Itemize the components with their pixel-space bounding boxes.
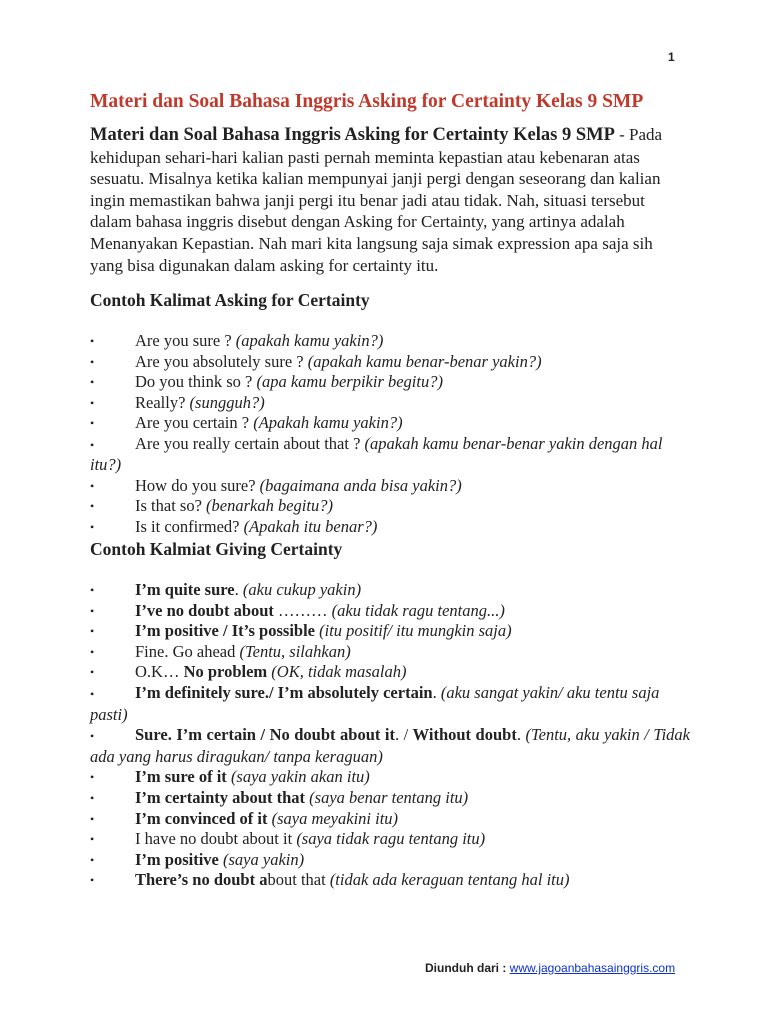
expression: There’s no doubt a: [135, 870, 268, 890]
expression: I’ve no doubt about: [135, 600, 274, 620]
translation: (Tentu, silahkan): [239, 641, 351, 661]
bullet-icon: •: [90, 375, 95, 389]
document-title: Materi dan Soal Bahasa Inggris Asking for Certainty Kelas 9 SMP: [90, 91, 644, 112]
list-item: [90, 372, 690, 393]
translation: (apakah kamu benar-benar yakin dengan hal itu?): [90, 433, 663, 474]
bullet-icon: •: [90, 334, 95, 348]
bullet-icon: •: [90, 354, 95, 369]
expression: Are you certain ?: [135, 413, 254, 432]
bullet-icon: •: [90, 499, 95, 513]
list-item: [90, 352, 690, 373]
expression-tail: bout that: [267, 870, 330, 890]
list-item: [90, 601, 690, 622]
translation: (saya meyakini itu): [271, 808, 399, 828]
expression: I’m convinced of it: [135, 808, 268, 828]
punctuation: .: [516, 725, 526, 745]
translation: (apakah kamu yakin?): [235, 331, 384, 350]
list-item: [90, 725, 690, 767]
translation: (Tentu, aku yakin / Tidak ada yang harus diragukan/ tanpa keraguan): [90, 725, 691, 766]
bullet-icon: •: [90, 437, 95, 452]
expression: I have no doubt about it: [135, 829, 297, 849]
translation: (saya tidak ragu tentang itu): [296, 829, 486, 849]
translation: (benarkah begitu?): [206, 496, 333, 515]
bullet-icon: •: [90, 416, 95, 430]
bullet-icon: •: [90, 665, 95, 680]
bullet-icon: •: [90, 519, 95, 534]
list-item: [90, 683, 690, 725]
giving-heading: Contoh Kalmiat Giving Certainty: [90, 539, 343, 559]
translation: (aku tidak ragu tentang...): [331, 600, 505, 620]
translation: (saya yakin): [223, 849, 305, 869]
translation: (tidak ada keraguan tentang hal itu): [329, 870, 570, 890]
expression: Fine. Go ahead: [135, 641, 240, 661]
translation: (apa kamu berpikir begitu?): [256, 372, 443, 391]
expression: I’m certainty about that: [135, 787, 306, 807]
list-item: [90, 331, 690, 352]
list-item: [90, 829, 690, 850]
list-item: [90, 642, 690, 663]
bullet-icon: •: [90, 729, 95, 744]
list-item: [90, 413, 690, 434]
expression: How do you sure?: [135, 475, 260, 495]
list-item: [90, 393, 690, 414]
translation: (sungguh?): [189, 392, 265, 412]
punctuation: .: [234, 580, 243, 599]
list-item: [90, 434, 690, 476]
bullet-icon: •: [90, 395, 95, 410]
punctuation: .: [432, 682, 441, 702]
punctuation: ………: [273, 600, 332, 620]
bullet-icon: •: [90, 852, 95, 867]
list-item: [90, 662, 690, 683]
expression: Are you absolutely sure ?: [135, 351, 308, 371]
translation: (OK, tidak masalah): [271, 662, 407, 682]
intro-paragraph: [90, 124, 690, 276]
expression: I’m quite sure: [135, 580, 235, 599]
punctuation: . /: [394, 725, 413, 745]
bullet-icon: •: [90, 811, 95, 826]
list-item: [90, 850, 690, 871]
footer-label: Diunduh dari :: [425, 961, 510, 975]
intro-body: - Pada kehidupan sehari-hari kalian pasti pernah meminta kepastian atau kebenaran atas sesuatu. Misalnya ketika kalian mempunyai janji pergi dengan seseorang dan kalian ingin memastikan bahwa janji pergi itu benar jadi atau tidak. Nah, situasi tersebut dalam bahasa inggris disebut dengan Asking for Certainty, yang artinya adalah Menanyakan Kepastian. Nah mari kita langsung saja simak expression apa saja sih yang bisa digunakan dalam asking for certainty itu.: [90, 125, 663, 275]
bullet-icon: •: [90, 832, 95, 847]
asking-list: [90, 331, 690, 537]
list-item: [90, 476, 690, 497]
bullet-icon: •: [90, 770, 95, 785]
translation: (saya yakin akan itu): [230, 767, 370, 787]
list-item: [90, 496, 690, 517]
expression: Are you sure ?: [135, 331, 236, 350]
translation: (itu positif/ itu mungkin saja): [319, 621, 512, 641]
expression: Is it confirmed?: [135, 516, 244, 536]
expression: I’m positive / It’s possible: [135, 621, 315, 641]
translation: (Apakah kamu yakin?): [253, 413, 403, 432]
expression: No problem: [183, 662, 268, 682]
translation: (apakah kamu benar-benar yakin?): [307, 351, 542, 371]
list-item: [90, 809, 690, 830]
list-item: [90, 580, 690, 601]
translation: (Apakah itu benar?): [243, 516, 378, 536]
translation: (aku sangat yakin/ aku tentu saja pasti): [90, 682, 660, 724]
list-item: [90, 788, 690, 809]
bullet-icon: •: [90, 478, 95, 493]
translation: (aku cukup yakin): [242, 580, 362, 599]
list-item: [90, 517, 690, 538]
bullet-icon: •: [90, 624, 95, 639]
giving-list: [90, 580, 690, 891]
expression: Sure. I’m certain / No doubt about it: [135, 725, 395, 745]
bullet-icon: •: [90, 644, 95, 659]
expression: I’m positive: [135, 849, 219, 869]
bullet-icon: •: [90, 873, 95, 888]
page-number: 1: [668, 50, 675, 64]
asking-heading: Contoh Kalimat Asking for Certainty: [90, 290, 370, 310]
bullet-icon: •: [90, 686, 95, 701]
expression: Are you really certain about that ?: [135, 433, 365, 453]
expression-secondary: Without doubt: [412, 725, 517, 745]
list-item: [90, 767, 690, 788]
expression: Do you think so ?: [135, 372, 257, 391]
bullet-icon: •: [90, 790, 95, 805]
intro-bold-title: Materi dan Soal Bahasa Inggris Asking for Certainty Kelas 9 SMP: [90, 125, 615, 145]
bullet-icon: •: [90, 603, 95, 618]
translation: (bagaimana anda bisa yakin?): [259, 475, 462, 495]
expression: I’m sure of it: [135, 767, 227, 787]
expression-prefix: O.K…: [135, 662, 184, 682]
expression: Really?: [135, 392, 190, 412]
list-item: [90, 621, 690, 642]
footer-link[interactable]: www.jagoanbahasainggris.com: [509, 961, 676, 975]
translation: (saya benar tentang itu): [309, 787, 469, 807]
expression: I’m definitely sure./ I’m absolutely certain: [135, 682, 433, 702]
footer: [425, 961, 675, 975]
list-item: [90, 870, 690, 891]
expression: Is that so?: [135, 496, 207, 515]
bullet-icon: •: [90, 583, 95, 597]
